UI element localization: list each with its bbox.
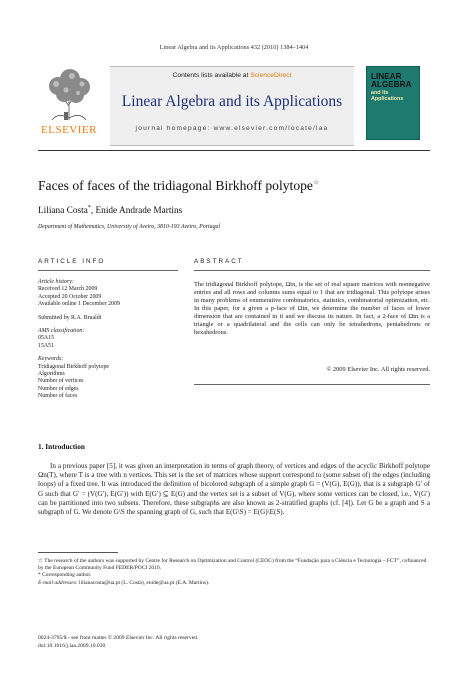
- doi-link[interactable]: doi:10.1016/j.laa.2009.10.030: [38, 643, 106, 649]
- article-info: [38, 279, 183, 401]
- article-info-rule: [38, 270, 178, 271]
- elsevier-wordmark: ELSEVIER: [41, 124, 97, 136]
- journal-reference: Linear Algebra and its Applications 432 (2010) 1384–1404: [159, 44, 309, 51]
- online-date: Available online 1 December 2009: [38, 301, 121, 308]
- keyword: Number of faces: [38, 393, 78, 400]
- copyright-notice: © 2009 Elsevier Inc. All rights reserved.: [326, 366, 430, 373]
- received-date: Received 12 March 2009: [38, 286, 98, 293]
- author-affiliation: Department of Mathematics, University of Aveiro, 3810-193 Aveiro, Portugal: [38, 224, 221, 230]
- footnote-mark: ☆: [38, 558, 43, 564]
- ams-code: 05A15: [38, 335, 55, 342]
- abstract-bottom-rule: [194, 384, 430, 385]
- abstract-rule: [194, 270, 430, 271]
- journal-header: [38, 66, 430, 144]
- abstract-heading: ABSTRACT: [194, 258, 244, 265]
- email-footnote: E-mail addresses: lilianacosta@ua.pt (L. Costa), enide@ua.pt (E.A. Martins).: [38, 579, 210, 586]
- abstract-text: The tridiagonal Birkhoff polytope, Ωtn, is the set of real square matrices with nonnegative entries and all rows and columns sums equal to 1 that are tridiagonal. This polytope arises in many problems of enumerative combinatorics, statistics, combinatorial optimization, etc. In this paper, for a given a p-face of Ωtn, we determine the number of faces of lower dimension that are contained in it and we discuss its nature. In fact, a 2-face of Ωtn is a triangle or a quadrilateral and the cells can only be tetrahedrons, pentahedrons or hexahedrons.: [194, 281, 430, 336]
- corresponding-author-mark[interactable]: *: [87, 205, 91, 211]
- cover-title-line1: LINEAR: [371, 72, 402, 81]
- section-heading: 1. Introduction: [38, 442, 85, 451]
- corresponding-footnote: * Corresponding author.: [38, 572, 92, 579]
- submitted-by: Submitted by R.A. Brualdi: [38, 314, 102, 321]
- cover-title-line3: and Its: [371, 90, 389, 96]
- article-title: Faces of faces of the tridiagonal Birkhoff polytope☆: [38, 178, 320, 193]
- ams-label: AMS classification:: [38, 328, 85, 335]
- history-label: Article history:: [38, 279, 74, 285]
- ams-code: 15A51: [38, 342, 55, 349]
- header-rule: [38, 150, 430, 151]
- contents-available: Contents lists available at ScienceDirect: [172, 72, 292, 79]
- intro-body: [38, 462, 430, 517]
- title-footnote-mark[interactable]: ☆: [312, 178, 320, 187]
- footnote-mark: *: [38, 572, 41, 579]
- intro-paragraph: In a previous paper [5], it was given an interpretation in terms of graph theory, of vertices and edges of the acyclic Birkhoff polytope Ωn(T), where T is a tree with n vertices. This set is the set of matrices whose support correspond to (some subset of) the edges (including loops) of a fixed tree. It was introduced the definition of bicolored subgraph of a simple graph G = (V(G), E(G)), that is a subgraph G′ of G such that G′ = (V(G′), E(G′)) with E(G′) ⊆ E(G) and the vertex set is a subset of V(G), where some vertices can be closed, i.e., V(G′) can be partitioned into two subsets. Therefore, these subgraphs are also known as 2-stratified graphs (cf. [4]). Let G be a graph and S a subgraph of G. We denote G\S the spanning graph of G, such that E(G\S) = E(G)\E(S).: [38, 462, 430, 517]
- author-name: Enide Andrade Martins: [95, 206, 183, 217]
- journal-banner: [110, 66, 354, 146]
- elsevier-logo: [38, 66, 100, 140]
- journal-title: Linear Algebra and its Applications: [121, 93, 343, 110]
- keyword: Number of edges: [38, 385, 79, 392]
- publication-footer: [38, 634, 198, 650]
- keyword: Tridiagonal Birkhoff polytope: [38, 363, 110, 370]
- keyword: Number of vertices: [38, 378, 84, 385]
- keywords-label: Keywords:: [38, 356, 64, 363]
- footnote-rule: [38, 552, 118, 553]
- journal-cover: [366, 66, 420, 140]
- accepted-date: Accepted 20 October 2009: [38, 293, 102, 300]
- footnotes: [38, 558, 430, 587]
- email-addresses[interactable]: lilianacosta@ua.pt (L. Costa), enide@ua.pt (E.A. Martins).: [79, 579, 210, 586]
- author-name: Liliana Costa: [38, 206, 88, 217]
- funding-footnote: ☆ The research of the authors was supported by Centre for Research on Optimization and Control (CEOC) from the “Fundação para a Ciência e Tecnologia – FCT”, cofinanced by the European Community Fund FEDER/POCI 2010.: [38, 558, 427, 572]
- cover-title-line4: Applications: [371, 96, 404, 102]
- journal-homepage[interactable]: journal homepage: www.elsevier.com/locate/laa: [135, 125, 329, 132]
- keyword: Algorithms: [38, 371, 65, 378]
- sciencedirect-link[interactable]: ScienceDirect: [250, 72, 292, 79]
- issn-line: 0024-3795/$ - see front matter © 2009 Elsevier Inc. All rights reserved.: [38, 635, 199, 641]
- author-list: Liliana Costa*, Enide Andrade Martins: [38, 205, 183, 217]
- article-info-heading: ARTICLE INFO: [38, 258, 106, 265]
- cover-title-line2: ALGEBRA: [371, 80, 412, 89]
